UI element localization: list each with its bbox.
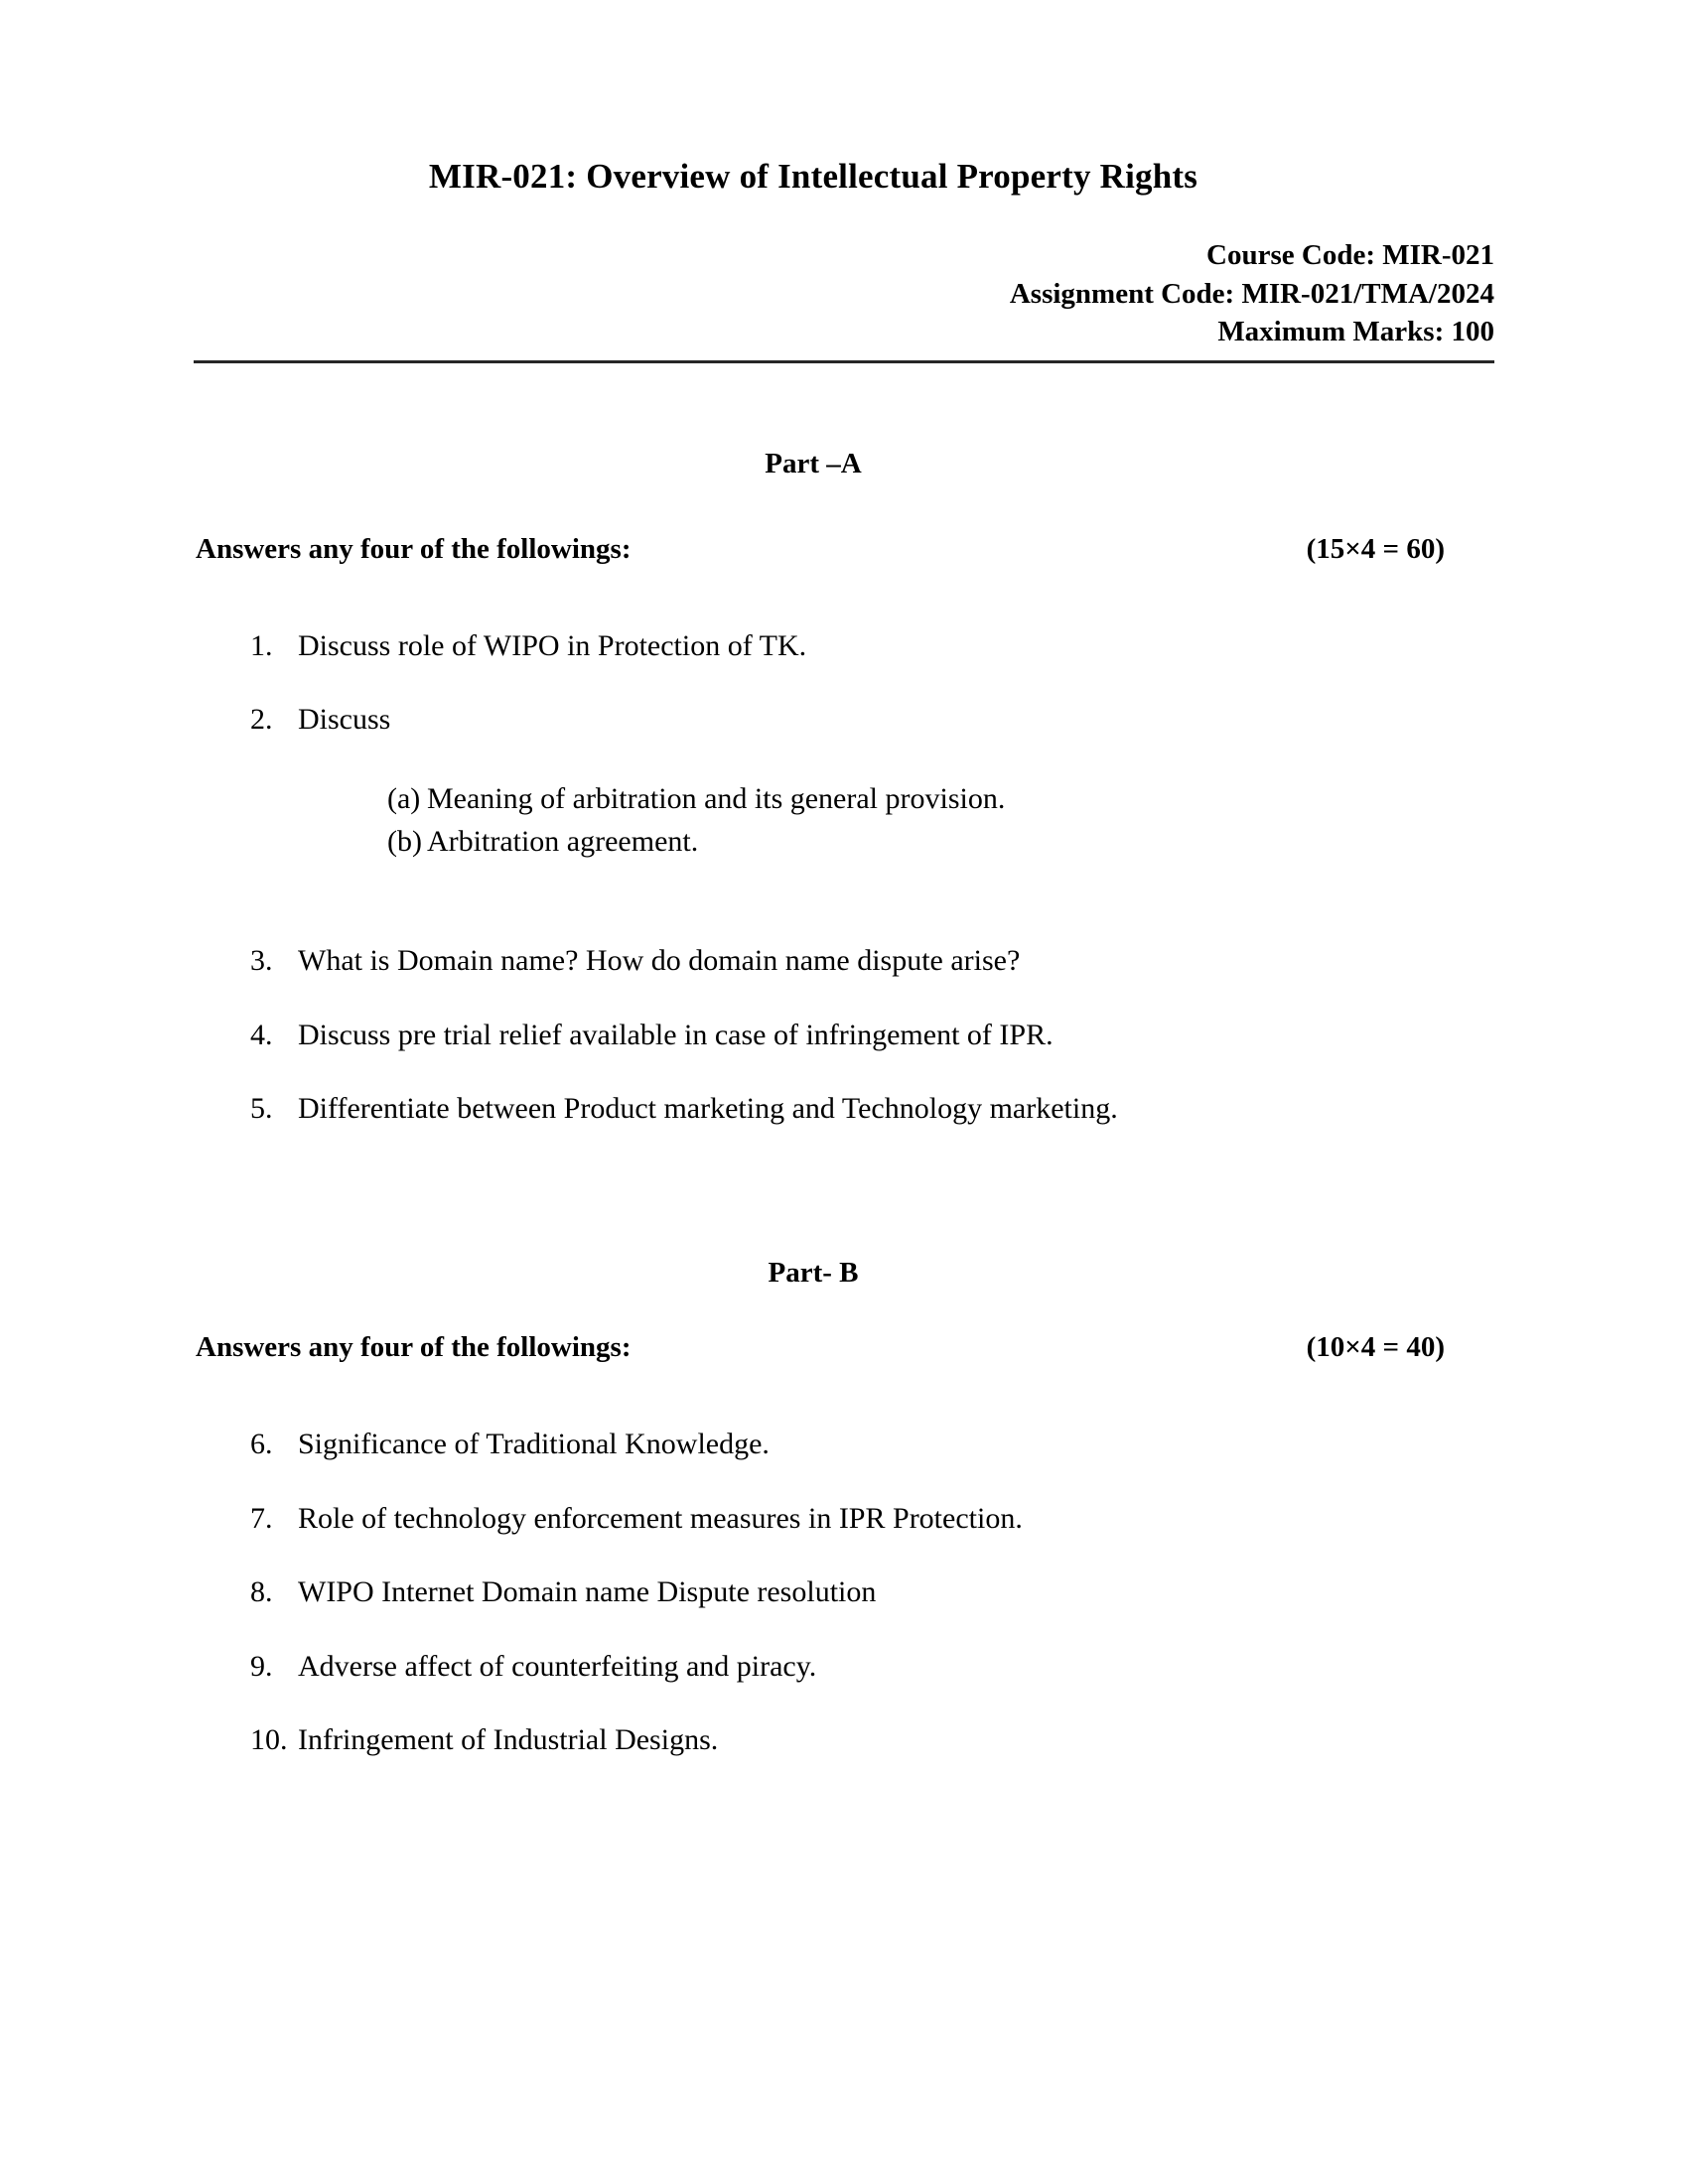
question-item bbox=[0, 627, 1688, 665]
part-a-heading: Part –A bbox=[765, 448, 862, 480]
question-item bbox=[0, 701, 1688, 861]
question-item bbox=[0, 1500, 1688, 1538]
sub-item-text: Arbitration agreement. bbox=[427, 824, 699, 858]
part-b-question-list bbox=[0, 1364, 1688, 1759]
maximum-marks: Maximum Marks: 100 bbox=[1217, 315, 1494, 347]
question-text: Adverse affect of counterfeiting and piracy. bbox=[298, 1649, 817, 1683]
question-text: What is Domain name? How do domain name dispute arise? bbox=[298, 944, 1021, 978]
page-title: MIR-021: Overview of Intellectual Property Rights bbox=[428, 157, 1198, 196]
part-a-question-list bbox=[0, 566, 1688, 1129]
question-item bbox=[0, 1573, 1688, 1611]
part-a-marks: (15×4 = 60) bbox=[1306, 532, 1445, 565]
question-number: 3. bbox=[250, 944, 273, 978]
question-number: 9. bbox=[250, 1649, 273, 1683]
sub-item bbox=[298, 779, 1688, 819]
sub-item bbox=[298, 822, 1688, 862]
question-number: 6. bbox=[250, 1428, 273, 1461]
question-number: 8. bbox=[250, 1575, 273, 1609]
question-item bbox=[0, 942, 1688, 980]
question-item bbox=[0, 1721, 1688, 1759]
question-text: Discuss pre trial relief available in case of infringement of IPR. bbox=[298, 1018, 1054, 1051]
question-item bbox=[0, 1426, 1688, 1463]
part-b-instruction: Answers any four of the followings: bbox=[196, 1331, 632, 1364]
question-number: 2. bbox=[250, 703, 273, 737]
question-item bbox=[0, 1017, 1688, 1054]
question-number: 10. bbox=[250, 1722, 288, 1756]
sub-item-text: Meaning of arbitration and its general provision. bbox=[427, 781, 1006, 815]
question-text: WIPO Internet Domain name Dispute resolution bbox=[298, 1575, 877, 1609]
question-item bbox=[0, 1648, 1688, 1686]
question-text: Discuss bbox=[298, 703, 391, 737]
course-code: Course Code: MIR-021 bbox=[1206, 239, 1494, 272]
part-b-marks: (10×4 = 40) bbox=[1306, 1331, 1445, 1364]
section-spacer bbox=[0, 879, 1688, 942]
question-text: Significance of Traditional Knowledge. bbox=[298, 1428, 770, 1461]
assignment-code: Assignment Code: MIR-021/TMA/2024 bbox=[1009, 277, 1494, 310]
part-b-heading: Part- B bbox=[768, 1256, 859, 1289]
part-b-instruction-row bbox=[196, 1290, 1445, 1364]
question-sub-list bbox=[298, 740, 1688, 862]
question-item bbox=[0, 1090, 1688, 1128]
question-text: Role of technology enforcement measures in IPR Protection. bbox=[298, 1501, 1023, 1535]
question-number: 5. bbox=[250, 1092, 273, 1126]
sub-item-label: (b) bbox=[387, 824, 422, 858]
question-text: Discuss role of WIPO in Protection of TK. bbox=[298, 628, 807, 662]
header-meta-block bbox=[0, 197, 1688, 350]
sub-item-label: (a) bbox=[387, 781, 421, 815]
question-text: Infringement of Industrial Designs. bbox=[298, 1722, 719, 1756]
question-number: 7. bbox=[250, 1501, 273, 1535]
question-number: 4. bbox=[250, 1018, 273, 1051]
question-number: 1. bbox=[250, 628, 273, 662]
part-a-instruction: Answers any four of the followings: bbox=[196, 532, 632, 565]
part-a-instruction-row bbox=[196, 481, 1445, 566]
question-text: Differentiate between Product marketing and Technology marketing. bbox=[298, 1092, 1118, 1126]
